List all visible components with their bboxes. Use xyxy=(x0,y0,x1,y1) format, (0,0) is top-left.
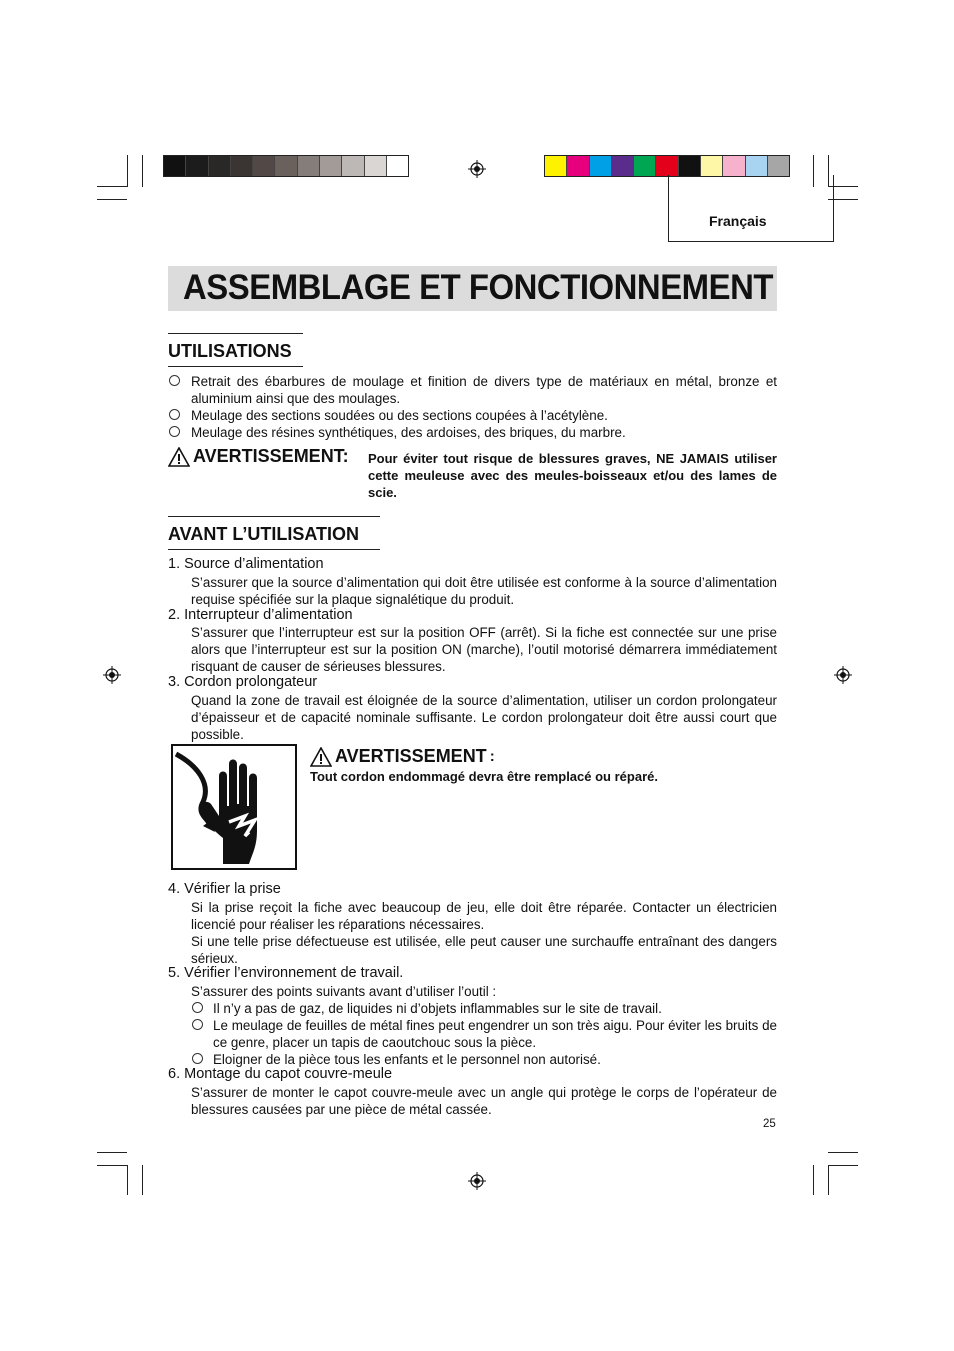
list-item: Le meulage de feuilles de métal fines peut engendrer un son très aigu. Pour éviter les bruits de ce genre, placer un tapis de caoutchouc sous la pièce. xyxy=(213,1018,777,1050)
warning-heading xyxy=(168,446,349,467)
bullet-icon xyxy=(192,1053,203,1064)
color-swatch xyxy=(209,156,231,176)
step-title: 4. Vérifier la prise xyxy=(168,881,281,897)
step-text: S’assurer des points suivants avant d’utiliser l’outil : xyxy=(191,984,497,999)
color-swatch xyxy=(320,156,342,176)
registration-mark-icon xyxy=(468,1172,486,1190)
list-item: Meulage des sections soudées ou des sections coupées à l’acétylène. xyxy=(191,408,608,423)
color-swatch xyxy=(298,156,320,176)
bullet-icon xyxy=(169,409,180,420)
page-number: 25 xyxy=(763,1118,776,1130)
color-swatch xyxy=(253,156,275,176)
registration-mark-icon xyxy=(468,160,486,178)
registration-mark-icon xyxy=(103,666,121,684)
color-swatch xyxy=(634,156,656,176)
language-label: Français xyxy=(709,213,767,229)
bullet-icon xyxy=(169,426,180,437)
color-swatch xyxy=(723,156,745,176)
color-swatch xyxy=(679,156,701,176)
warning-label: AVERTISSEMENT: xyxy=(193,446,349,466)
color-swatch xyxy=(656,156,678,176)
warning-triangle-icon xyxy=(168,447,190,467)
step-text: Quand la zone de travail est éloignée de la source d’alimentation, utiliser un cordon prolongateur d’épaisseur et de capacité nominale suffisante. Le cordon prolongateur doit être aussi court que possible. xyxy=(191,693,777,742)
step-title: 1. Source d’alimentation xyxy=(168,556,324,572)
bullet-icon xyxy=(192,1019,203,1030)
color-swatch xyxy=(545,156,567,176)
list-item: Retrait des ébarbures de moulage et finition de divers type de matériaux en métal, bronze et aluminium ainsi que des moulages. xyxy=(191,374,777,406)
language-tab xyxy=(668,175,834,242)
color-swatch xyxy=(387,156,408,176)
step-title: 6. Montage du capot couvre-meule xyxy=(168,1066,393,1082)
list-item: Il n’y a pas de gaz, de liquides ni d’objets inflammables sur le site de travail. xyxy=(213,1001,662,1016)
cord-warning-heading xyxy=(310,746,495,767)
color-swatch xyxy=(701,156,723,176)
step-text: S’assurer que la source d’alimentation qui doit être utilisée est conforme à la source d’alimentation requise spécifiée sur la plaque signalétique du produit. xyxy=(191,575,777,607)
step-text: S’assurer de monter le capot couvre-meule avec un angle qui protège le corps de l’opérateur de blessures causées par une pièce de métal cassée. xyxy=(191,1085,777,1117)
color-swatch xyxy=(186,156,208,176)
bullet-icon xyxy=(169,375,180,386)
color-swatch xyxy=(768,156,789,176)
warning-triangle-icon xyxy=(310,747,332,767)
step-text: Si une telle prise défectueuse est utilisée, elle peut causer une surchauffe entraînant des dangers sérieux. xyxy=(191,934,777,966)
section-heading-avant-utilisation: AVANT L’UTILISATION xyxy=(168,516,380,550)
color-swatch xyxy=(342,156,364,176)
cord-warning-text: Tout cordon endommagé devra être remplacé ou réparé. xyxy=(310,769,658,784)
color-swatch xyxy=(590,156,612,176)
color-swatch xyxy=(746,156,768,176)
step-title: 5. Vérifier l’environnement de travail. xyxy=(168,965,404,981)
cord-warning-label: AVERTISSEMENT xyxy=(335,746,487,766)
color-swatch xyxy=(275,156,297,176)
list-item: Eloigner de la pièce tous les enfants et le personnel non autorisé. xyxy=(213,1052,601,1067)
color-swatch xyxy=(612,156,634,176)
step-title: 2. Interrupteur d’alimentation xyxy=(168,607,353,623)
step-text: Si la prise reçoit la fiche avec beaucoup de jeu, elle doit être réparée. Contacter un électricien licencié pour réaliser les réparations nécessaires. xyxy=(191,900,777,932)
section-heading-utilisations: UTILISATIONS xyxy=(168,333,303,367)
bullet-icon xyxy=(192,1002,203,1013)
electric-shock-hazard-icon xyxy=(171,744,297,870)
shock-hand-icon xyxy=(173,746,295,868)
warning-text: Pour éviter tout risque de blessures graves, NE JAMAIS utiliser cette meuleuse avec des meules-boisseaux et/ou des lames de scie. xyxy=(368,451,777,500)
page-title: ASSEMBLAGE ET FONCTIONNEMENT xyxy=(183,268,774,307)
registration-mark-icon xyxy=(834,666,852,684)
cord-warning-colon: : xyxy=(489,748,495,765)
step-title: 3. Cordon prolongateur xyxy=(168,674,318,690)
color-swatch xyxy=(365,156,387,176)
process-color-bar xyxy=(544,155,790,177)
list-item: Meulage des résines synthétiques, des ardoises, des briques, du marbre. xyxy=(191,425,626,440)
color-swatch xyxy=(231,156,253,176)
color-swatch xyxy=(567,156,589,176)
step-text: S’assurer que l’interrupteur est sur la position OFF (arrêt). Si la fiche est connectée sur une prise alors que l’interrupteur est sur la position ON (marche), l’outil motorisé démarrera immédiatement risquant de causer de sérieuses blessures. xyxy=(191,625,777,674)
grayscale-color-bar xyxy=(163,155,409,177)
color-swatch xyxy=(164,156,186,176)
